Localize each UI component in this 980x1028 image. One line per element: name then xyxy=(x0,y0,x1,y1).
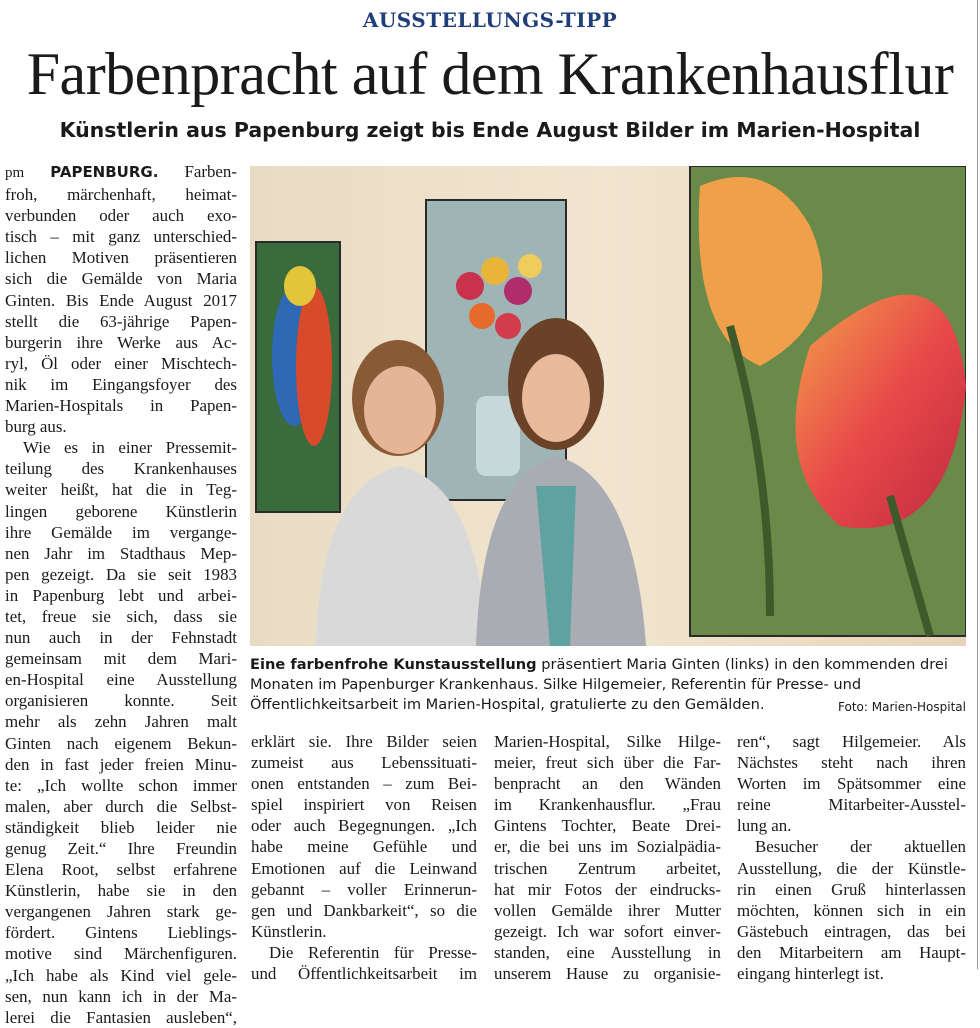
caption-text: präsentiert Maria Ginten (links) in den kommenden drei Monaten im Papenburger Krankenhaus. Silke Hilgemeier, Referentin für Presse- und Öffentlichkeitsarbeit im Marien-Hospital, gratulierte zu den Gemälden. xyxy=(250,656,948,713)
text-line: lerei die Fantasien ausleben“, xyxy=(5,1007,237,1027)
text-line: nun auch in der Fehnstadt xyxy=(5,628,237,648)
parrot-painting xyxy=(256,242,340,512)
text-line: erklärt sie. Ihre Bilder seien xyxy=(251,732,477,751)
text-line: Besucher der aktuellen xyxy=(755,837,966,857)
text-line: er, die bei uns im Sozialpädia- xyxy=(494,837,721,857)
text-line: nik im Eingangsfoyer des xyxy=(5,374,237,394)
text-line: lichen Motiven präsentieren xyxy=(5,248,237,268)
text-line: fördert. Gintens Lieblings- xyxy=(5,923,237,943)
article-column-3 xyxy=(494,731,721,984)
text-line: Elena Root, selbst erfahrene xyxy=(5,860,237,880)
text-line: gen und Dankbarkeit“, so die xyxy=(251,900,477,920)
text-line: Künstlerin, habe sie in den xyxy=(5,881,237,901)
text-line: Ausstellung, die der Künstle- xyxy=(737,858,966,878)
text-line: Ginten nach eigenem Bekun- xyxy=(5,733,237,753)
text-line: reine Mitarbeiter-Ausstel- xyxy=(737,795,966,815)
text-line: te: „Ich wollte schon immer xyxy=(5,775,237,795)
text-line: benpracht an den Wänden xyxy=(494,774,721,794)
exhibition-photo xyxy=(250,166,966,646)
text-line: Worten im Spätsommer eine xyxy=(737,774,966,794)
text-line: weiter heißt, hat die in Teg- xyxy=(5,480,237,500)
page-edge-rule xyxy=(977,0,978,969)
text-line: Nächstes steht nach ihren xyxy=(737,753,966,773)
text-line: gemeinsam mit dem Mari- xyxy=(5,649,237,669)
text-line: Emotionen auf die Leinwand xyxy=(251,858,477,878)
text-line: lingen geborene Künstlerin xyxy=(5,501,237,521)
text-line: habe meine Gefühle und xyxy=(251,837,477,857)
text-line: in Papenburg lebt und arbei- xyxy=(5,585,237,605)
text-line: organisieren konnte. Seit xyxy=(5,691,237,711)
first-line xyxy=(5,161,237,184)
text-line: trischen Zentrum arbeitet, xyxy=(494,858,721,878)
text-line: vergangenen Jahren stark ge- xyxy=(5,902,237,922)
photo-illustration xyxy=(250,166,966,646)
text-line: Marien-Hospital, Silke Hilge- xyxy=(494,732,721,751)
text-line: stellt die 63-jährige Papen- xyxy=(5,311,237,331)
text-line: genug Zeit.“ Ihre Freundin xyxy=(5,839,237,858)
text-line: Die Referentin für Presse- xyxy=(269,942,477,962)
text-line: tet, freue sie sich, dass sie xyxy=(5,606,237,626)
dateline: PAPENBURG. xyxy=(50,163,159,181)
text-line: mehr als zehn Jahren malt xyxy=(5,712,237,732)
text-line: unserem Hause zu organisie- xyxy=(494,964,721,984)
text-line: tisch – mit ganz unterschied- xyxy=(5,227,237,247)
text-line: sich die Gemälde von Maria xyxy=(5,269,237,289)
text-line: sen, nun kann ich in der Ma- xyxy=(5,986,237,1006)
text-line: standen, eine Ausstellung in xyxy=(494,942,721,962)
text-line: zumeist aus Lebenssituati- xyxy=(251,753,477,773)
text-line: lung an. xyxy=(737,816,792,836)
author-initials: pm xyxy=(5,165,25,181)
article-column-4 xyxy=(737,731,966,984)
text-line: oder auch Begegnungen. „Ich xyxy=(251,816,477,836)
text-line: burgerin ihre Werke aus Ac- xyxy=(5,332,237,352)
text-line: en-Hospital eine Ausstellung xyxy=(5,670,237,690)
caption-lead: Eine farbenfrohe Kunstausstellung xyxy=(250,656,537,673)
article-column-1 xyxy=(5,161,237,1028)
text-line: burg aus. xyxy=(5,417,67,437)
text-line: und Öffentlichkeitsarbeit im xyxy=(251,964,477,984)
text-line: möchten, können sich in ein xyxy=(737,900,966,920)
text-line: verbunden oder auch exo- xyxy=(5,206,237,226)
text-line: nen Jahr im Stadthaus Mep- xyxy=(5,543,237,563)
photo-caption xyxy=(250,655,966,717)
subheadline: Künstlerin aus Papenburg zeigt bis Ende August Bilder im Marien-Hospital xyxy=(59,118,921,142)
text-line: froh, märchenhaft, heimat- xyxy=(5,185,237,205)
text-line: Wie es in einer Pressemit- xyxy=(23,438,237,458)
text-line: ren“, sagt Hilgemeier. Als xyxy=(737,732,966,751)
text-line: gezeigt. Ich war sofort einver- xyxy=(494,921,721,941)
text-line: vollen Gemälde ihrer Mutter xyxy=(494,900,721,920)
poppy-painting xyxy=(690,166,966,636)
text-line: den in fast jeder freien Minu- xyxy=(5,754,237,774)
text-line: ryl, Öl oder einer Mischtech- xyxy=(5,353,237,373)
headline: Farbenpracht auf dem Krankenhausflur xyxy=(26,41,954,107)
text-line: pen gezeigt. Da sie seit 1983 xyxy=(5,564,237,584)
text-line: gebannt – voller Erinnerun- xyxy=(251,879,477,899)
text-line: meier, freut sich über die Far- xyxy=(494,753,721,773)
text-line: hat mir Fotos der eindrucks- xyxy=(494,879,721,899)
kicker-label: AUSSTELLUNGS-TIPP xyxy=(362,8,618,32)
text-line: „Ich habe als Kind viel gele- xyxy=(5,965,237,985)
text-line: ihre Gemälde im vergange- xyxy=(5,522,237,542)
text-line: Gintens Tochter, Beate Drei- xyxy=(494,816,721,836)
text-line: ständigkeit blieb leider nie xyxy=(5,817,237,837)
text-line: Künstlerin. xyxy=(251,921,327,941)
photo-credit: Foto: Marien-Hospital xyxy=(838,700,966,714)
article-column-2 xyxy=(251,731,477,984)
text-line: motive sind Märchenfiguren. xyxy=(5,944,237,964)
text-line: Farben- xyxy=(184,162,237,181)
text-line: eingang hinterlegt ist. xyxy=(737,964,884,984)
text-line: onen entstanden – zum Bei- xyxy=(251,774,477,794)
text-line: Marien-Hospitals in Papen- xyxy=(5,396,237,416)
text-line: Gästebuch eintragen, das bei xyxy=(737,921,966,941)
text-line: spiel inspiriert von Reisen xyxy=(251,795,477,815)
text-line: den Mitarbeitern am Haupt- xyxy=(737,942,966,962)
text-line: Ginten. Bis Ende August 2017 xyxy=(5,290,237,310)
text-line: im Krankenhausflur. „Frau xyxy=(494,795,721,815)
text-line: teilung des Krankenhauses xyxy=(5,459,237,479)
text-line: rin einen Gruß hinterlassen xyxy=(737,879,966,899)
text-line: malen, aber durch die Selbst- xyxy=(5,796,237,816)
